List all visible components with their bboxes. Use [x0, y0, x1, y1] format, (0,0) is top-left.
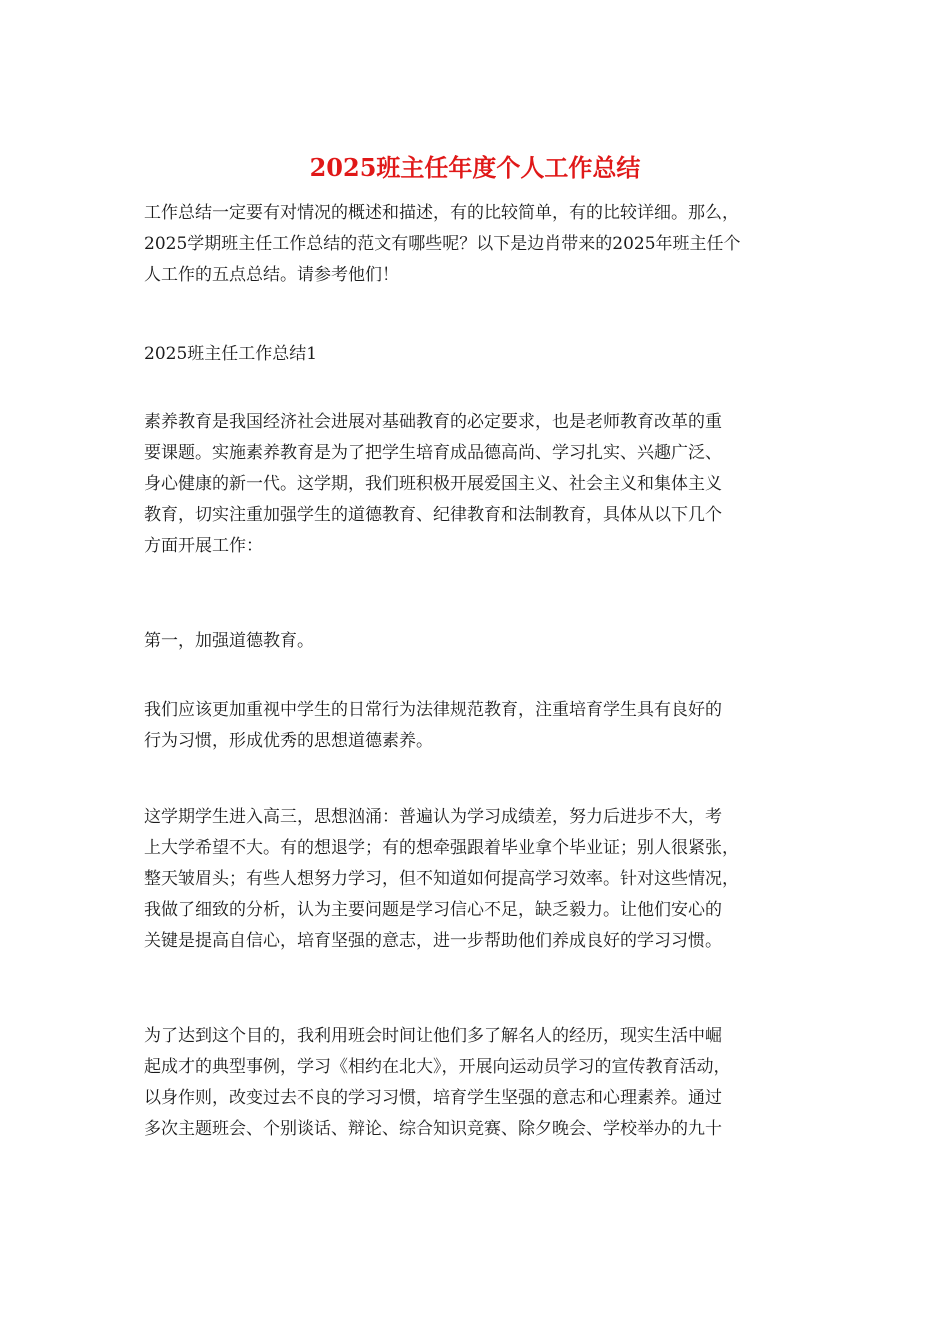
text-line: 整天皱眉头；有些人想努力学习，但不知道如何提高学习效率。针对这些情况，	[144, 869, 739, 889]
paragraph-1	[144, 407, 812, 562]
text-line: 人工作的五点总结。请参考他们！	[144, 265, 399, 285]
text-line: 多次主题班会、个别谈话、辩论、综合知识竞赛、除夕晚会、学校举办的九十	[144, 1119, 722, 1139]
text-line: 起成才的典型事例，学习《相约在北大》，开展向运动员学习的宣传教育活动，	[144, 1057, 731, 1077]
document-title: 2025班主任年度个人工作总结	[309, 153, 641, 182]
text-line: 教育，切实注重加强学生的道德教育、纪律教育和法制教育，具体从以下几个	[144, 505, 722, 525]
point-heading	[144, 626, 812, 657]
text-line: 素养教育是我国经济社会进展对基础教育的必定要求，也是老师教育改革的重	[144, 412, 722, 432]
text-line: 方面开展工作：	[144, 536, 263, 556]
text-line: 要课题。实施素养教育是为了把学生培育成品德高尚、学习扎实、兴趣广泛、	[144, 443, 722, 463]
text-line: 为了达到这个目的，我利用班会时间让他们多了解名人的经历，现实生活中崛	[144, 1026, 722, 1046]
text-line: 以身作则，改变过去不良的学习习惯，培育学生坚强的意志和心理素养。通过	[144, 1088, 722, 1108]
paragraph-4	[144, 1021, 812, 1145]
text-line: 我们应该更加重视中学生的日常行为法律规范教育，注重培育学生具有良好的	[144, 700, 722, 720]
text-line: 上大学希望不大。有的想退学；有的想牵强跟着毕业拿个毕业证；别人很紧张，	[144, 838, 739, 858]
text-line: 工作总结一定要有对情况的概述和描述，有的比较简单，有的比较详细。那么，	[144, 203, 739, 223]
paragraph-2	[144, 695, 812, 757]
text-line: 第一，加强道德教育。	[144, 631, 314, 651]
text-line: 身心健康的新一代。这学期，我们班积极开展爱国主义、社会主义和集体主义	[144, 474, 722, 494]
text-line: 这学期学生进入高三，思想汹涌：普遍认为学习成绩差，努力后进步不大，考	[144, 807, 722, 827]
intro-paragraph	[144, 198, 812, 291]
text-line: 我做了细致的分析，认为主要问题是学习信心不足，缺乏毅力。让他们安心的	[144, 900, 722, 920]
text-line: 2025学期班主任工作总结的范文有哪些呢？以下是边肖带来的2025年班主任个	[144, 234, 741, 254]
paragraph-3	[144, 802, 812, 957]
text-line: 关键是提高自信心，培育坚强的意志，进一步帮助他们养成良好的学习习惯。	[144, 931, 722, 951]
text-line: 2025班主任工作总结1	[144, 344, 318, 364]
section-heading	[144, 339, 812, 370]
text-line: 行为习惯，形成优秀的思想道德素养。	[144, 731, 433, 751]
